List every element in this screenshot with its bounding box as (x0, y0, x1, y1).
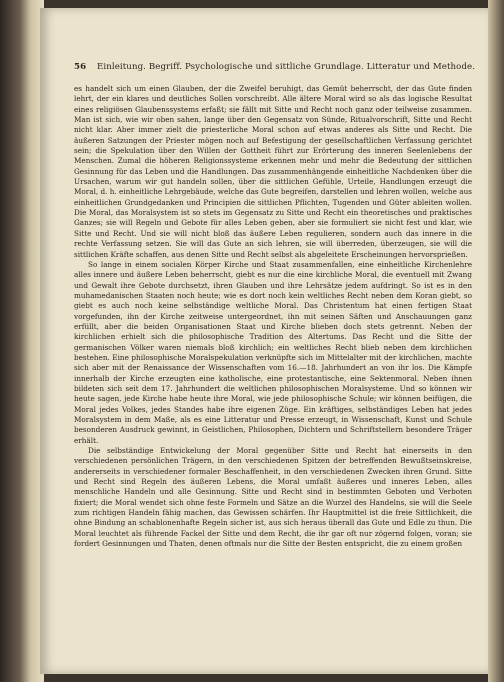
page-number: 56 (74, 62, 87, 72)
running-head-title: Einleitung. Begriff. Psychologische und sittliche Grundlage. Litteratur und Methode. (97, 62, 476, 72)
book-spine-edge (0, 0, 44, 682)
paragraph-3: Die selbständige Entwickelung der Moral gegenüber Sitte und Recht hat einerseits in den verschiedenen persönlichen Trägern, in den verschiedenen Spitzen der betreffenden Bewußtseinskreise, andererseits in verschiedener formaler Beschaffenheit, in den verschiedenen Zwecken ihren Grund. Sitte und Recht sind Regeln des äußeren Lebens, die Moral umfaßt äußeres und inneres Leben, alles menschliche Handeln und alle Gesinnung. Sitte und Recht sind in bestimmten Geboten und Verboten fixiert; die Moral wendet sich ohne feste Formeln und Sätze an die Wurzel des Handelns, sie will die Seele zum richtigen Handeln fähig machen, das Gewissen schärfen. Ihr Hauptmittel ist die freie Sittlichkeit, die ohne Bindung an schablonenhafte Regeln sicher ist, aus sich heraus überall das Gute und Edle zu thun. Die Moral leuchtet als führende Fackel der Sitte und dem Recht, die ihr gar oft nur zögernd folgen, voran; sie fordert Gesinnungen und Thaten, denen oftmals nur die Sitte der Besten entspricht, die zu einem großen (74, 446, 472, 549)
page-edge-shadow (488, 0, 504, 682)
running-header (74, 62, 474, 76)
paragraph-1: es handelt sich um einen Glauben, der die Zweifel beruhigt, das Gemüt beherrscht, der das Gute finden lehrt, der ein klares und deutliches Sollen vorschreibt. Alle ältere Moral wird so als das logische Resultat eines religiösen Glaubenssystems erfaßt; sie fällt mit Sitte und Recht noch ganz oder teilweise zusammen. Man ist sich, wie wir oben sahen, lange über den Gegensatz von Sünde, Ritualvorschrift, Sitte und Recht nicht klar. Aber immer zielt die priesterliche Moral schon auf etwas anderes als Sitte und Recht. Die äußeren Satzungen der Priester mögen noch auf Befestigung der gesellschaftlichen Verfassung gerichtet sein; die Spekulation über den Willen der Gottheit führt zur Erörterung des inneren Seelenlebens der Menschen. Zumal die höheren Religionssysteme erkennen mehr und mehr die Bedeutung der sittlichen Gesinnung für das Leben und die Handlungen. Das zusammenhängende einheitliche Nachdenken über die Ursachen, warum wir gut handeln sollen, über die sittlichen Gefühle, Urteile, Handlungen erzeugt die Moral, d. h. einheitliche Lehrgebäude, welche das Gute begreifen, darstellen und lehren wollen, welche aus einheitlichen Grundgedanken und Principien die sittlichen Pflichten, Tugenden und Güter ableiten wollen. Die Moral, das Moralsystem ist so stets im Gegensatz zu Sitte und Recht ein theoretisches und praktisches Ganzes; sie will Regeln und Gebote für alles Leben geben, aber sie formuliert sie nicht fest und klar, wie Sitte und Recht. Und sie will nicht bloß das äußere Leben regulieren, sondern auch das innere in die rechte Verfassung setzen. Sie will das Gute an sich lehren, sie will überreden, überzeugen, sie will die sittlichen Kräfte schaffen, aus denen Sitte und Recht selbst als abgeleitete Erscheinungen hervorsprießen. (74, 84, 472, 259)
paragraph-2: So lange in einem socialen Körper Kirche und Staat zusammenfallen, eine einheitliche Kirchenlehre alles innere und äußere Leben beherrscht, giebt es nur die eine kirchliche Moral, die eventuell mit Zwang und Gewalt ihre Gebote durchsetzt, ihren Glauben und ihre Lehrsätze jedem aufdringt. So ist es in den muhamedanischen Staaten noch heute; wie es dort noch kein weltliches Recht neben dem Koran giebt, so giebt es auch noch keine selbständige weltliche Moral. Das Christentum hat einen fertigen Staat vorgefunden, ihn der Kirche zeitweise untergeordnet, ihn mit seinen Säften und Anschauungen ganz erfüllt, aber die beiden Organisationen Staat und Kirche blieben doch stets getrennt. Neben der kirchlichen erhielt sich die philosophische Tradition des Altertums. Das Recht und die Sitte der germanischen Völker waren niemals bloß kirchlich; ein weltliches Recht blieb neben dem kirchlichen bestehen. Eine philosophische Moralspekulation verknüpfte sich im Mittelalter mit der kirchlichen, machte sich aber mit der Renaissance der Wissenschaften vom 16.—18. Jahrhundert an von ihr los. Die Kämpfe innerhalb der Kirche erzeugten eine katholische, eine protestantische, eine Sektenmoral. Neben ihnen bildeten sich seit dem 17. Jahrhundert die weltlichen philosophischen Moralsysteme. Und so können wir heute sagen, jede Kirche habe heute ihre Moral, wie jede philosophische Schule; wir können beifügen, die Moral jedes Volkes, jedes Standes habe ihre eigenen Züge. Ein kräftiges, selbständiges Leben hat jedes Moralsystem in dem Maße, als es eine Litteratur und Presse erzeugt, in Wissenschaft, Kunst und Schule besonderen Ausdruck gewinnt, in Geistlichen, Philosophen, Dichtern und Schriftstellern besondere Träger erhält. (74, 259, 472, 445)
body-text (74, 84, 472, 549)
